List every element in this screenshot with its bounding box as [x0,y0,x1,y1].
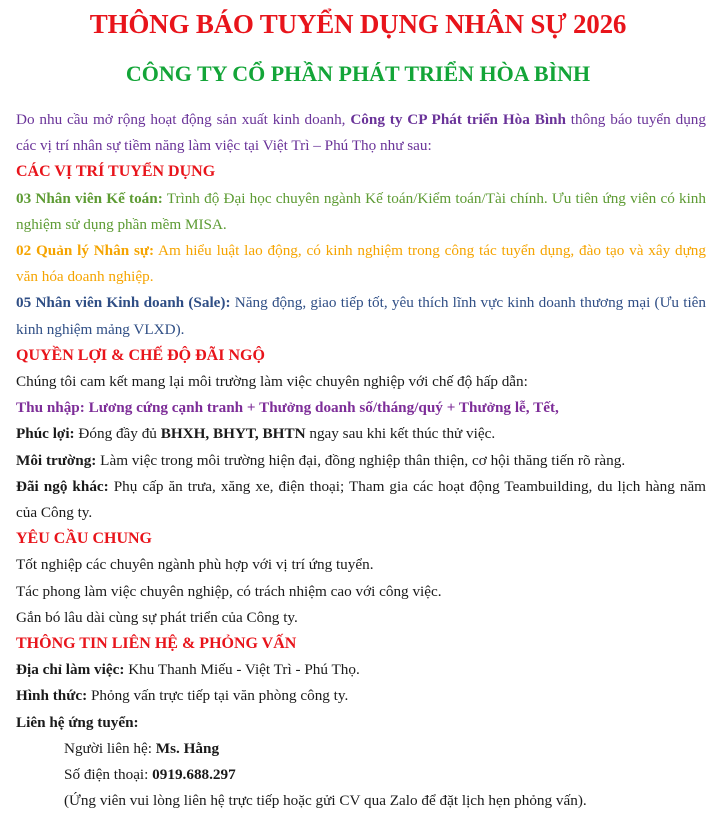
welfare-post: ngay sau khi kết thúc thử việc. [305,425,496,443]
contact-note: (Ứng viên vui lòng liên hệ trực tiếp hoặc gửi CV qua Zalo để đặt lịch hẹn phỏng vấn). [64,792,587,810]
positions-heading: CÁC VỊ TRÍ TUYỂN DỤNG [16,163,216,181]
benefits-heading: QUYỀN LỢI & CHẾ ĐỘ ĐÃI NGỘ [16,346,265,364]
phone-number: 0919.688.297 [152,766,236,784]
position-title: 05 Nhân viên Kinh doanh (Sale): [16,294,231,312]
requirement-item: Gắn bó lâu dài cùng sự phát triển của Công ty. [16,608,298,626]
contact-apply-label [16,710,706,736]
company-name: CÔNG TY CỔ PHẦN PHÁT TRIỂN HÒA BÌNH [125,61,591,86]
position-desc: Trình độ Đại học chuyên ngành Kế toán/Kiểm toán/Tài chính. Ưu tiên ứng viên có kinh nghiệm sử dụng phần mềm MISA. [16,189,706,233]
address-label: Địa chỉ làm việc: [16,661,125,679]
other-text: Phụ cấp ăn trưa, xăng xe, điện thoại; Tham gia các hoạt động Teambuilding, du lịch hàng năm của Công ty. [16,477,706,522]
position-hr-manager [16,238,706,290]
other-label: Đãi ngộ khác: [16,477,109,495]
contact-person [16,736,706,762]
intro-company-name: Công ty CP Phát triển Hòa Bình [350,111,566,128]
phone-label: Số điện thoại: [64,766,153,784]
position-accountant [16,186,706,238]
contact-form [16,683,706,709]
position-sales [16,290,706,342]
requirement-item: Tác phong làm việc chuyên nghiệp, có trách nhiệm cao với công việc. [16,582,442,600]
contact-address [16,657,706,683]
environment-text: Làm việc trong môi trường hiện đại, đồng nghiệp thân thiện, cơ hội thăng tiến rõ ràng. [96,451,626,469]
welfare-label: Phúc lợi: [16,425,75,443]
person-label: Người liên hệ: [64,739,156,757]
apply-label: Liên hệ ứng tuyển: [16,713,139,731]
welfare-insurance: BHXH, BHYT, BHTN [160,425,306,443]
requirement-item: Tốt nghiệp các chuyên ngành phù hợp với vị trí ứng tuyển. [16,556,374,574]
intro-after: thông báo tuyển dụng các vị trí nhân sự tiềm năng làm việc tại Việt Trì – Phú Thọ như sau: [16,111,706,155]
benefits-income: Thu nhập: Lương cứng cạnh tranh + Thưởng doanh số/tháng/quý + Thưởng lễ, Tết, [16,399,559,417]
person-name: Ms. Hằng [155,739,220,757]
position-desc: Năng động, giao tiếp tốt, yêu thích lĩnh vực kinh doanh thương mại (Ưu tiên kinh nghiệm mảng VLXD). [16,294,707,338]
address-value: Khu Thanh Miếu - Việt Trì - Phú Thọ. [124,661,360,679]
requirements-heading: YÊU CẦU CHUNG [16,530,152,548]
benefits-environment [16,448,706,474]
welfare-pre: Đóng đầy đủ [74,425,161,443]
position-desc: Am hiểu luật lao động, có kinh nghiệm trong công tác tuyển dụng, đào tạo và xây dựng văn hóa doanh nghiệp. [16,242,706,286]
page-title: THÔNG BÁO TUYỂN DỤNG NHÂN SỰ 2026 [89,9,627,39]
intro-before: Do nhu cầu mở rộng hoạt động sản xuất kinh doanh, [16,111,351,128]
form-value: Phỏng vấn trực tiếp tại văn phòng công ty. [87,687,349,705]
benefits-other [16,474,706,526]
position-title: 03 Nhân viên Kế toán: [16,189,163,207]
contact-heading: THÔNG TIN LIÊN HỆ & PHỎNG VẤN [16,635,297,653]
contact-phone [16,762,706,788]
environment-label: Môi trường: [16,451,97,469]
intro-paragraph [16,107,706,159]
form-label: Hình thức: [16,687,88,705]
notice-body [16,107,706,814]
benefits-welfare [16,421,706,447]
position-title: 02 Quản lý Nhân sự: [16,242,155,260]
benefits-intro: Chúng tôi cam kết mang lại môi trường làm việc chuyên nghiệp với chế độ hấp dẫn: [16,373,528,391]
